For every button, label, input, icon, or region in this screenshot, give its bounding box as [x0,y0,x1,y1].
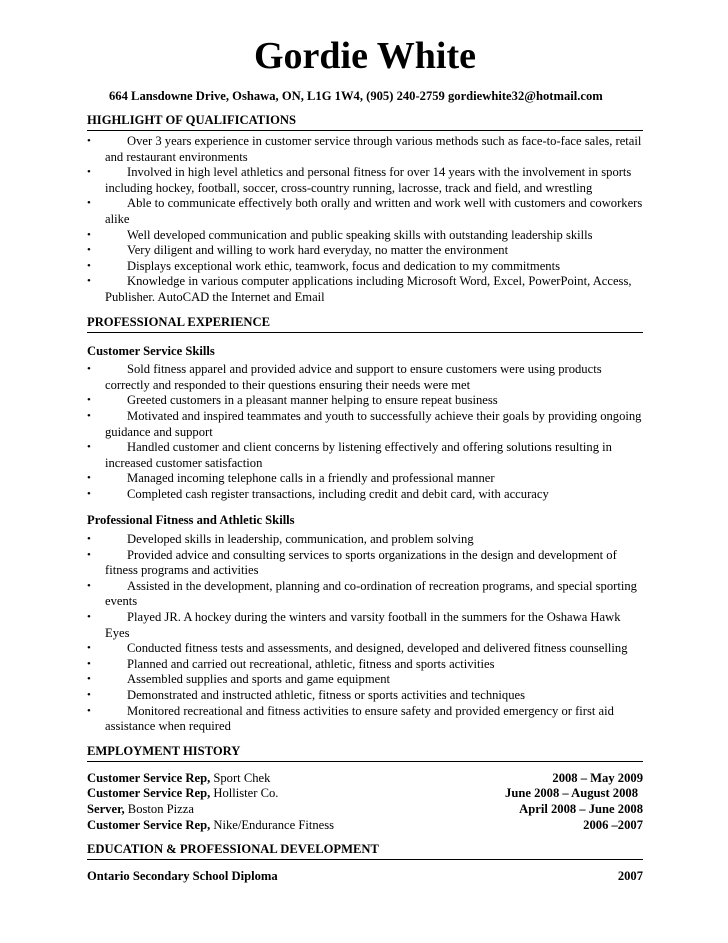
bullet-item [87,610,643,641]
bullet-icon: • [87,689,91,701]
fitness-list [87,532,643,735]
bullet-text: Over 3 years experience in customer service through various methods such as face-to-face sales, retail and restaurant environments [105,134,642,164]
candidate-name: Gordie White [253,35,476,77]
job-dates: 2006 –2007 [583,817,643,832]
bullet-item [87,274,643,305]
bullet-text: Handled customer and client concerns by listening effectively and offering solutions resulting in increased customer satisfaction [105,440,612,470]
bullet-item [87,532,643,548]
bullet-item [87,165,643,196]
customer-service-subheading: Customer Service Skills [87,343,215,358]
job-title: Customer Service Rep, [87,817,211,832]
employment-heading: EMPLOYMENT HISTORY [87,744,643,762]
bullet-item [87,259,643,275]
contact-line: 664 Lansdowne Drive, Oshawa, ON, L1G 1W4, (905) 240-2759 gordiewhite32@hotmail.com [109,89,603,103]
bullet-icon: • [87,197,91,210]
bullet-icon: • [87,135,91,147]
education-year: 2007 [617,869,643,884]
bullet-text: Played JR. A hockey during the winters and varsity football in the summers for the Oshawa Hawk Eyes [105,610,621,640]
bullet-item [87,440,643,471]
bullet-icon: • [87,673,91,686]
job-title: Customer Service Rep, [87,770,211,785]
bullet-item [87,641,643,657]
education-heading: EDUCATION & PROFESSIONAL DEVELOPMENT [87,842,643,860]
job-employer: Nike/Endurance Fitness [210,817,335,832]
customer-service-list [87,362,643,502]
bullet-icon: • [87,228,91,241]
bullet-item [87,579,643,610]
bullet-text: Sold fitness apparel and provided advice and support to ensure customers were using products correctly and responded to their questions ensuring their needs were met [105,362,602,392]
bullet-item [87,243,643,259]
bullet-icon: • [87,441,91,454]
employment-row [87,771,643,787]
bullet-item [87,688,643,704]
bullet-item [87,704,643,735]
bullet-icon: • [87,244,91,257]
bullet-text: Assisted in the development, planning and co-ordination of recreation programs, and special sporting events [105,578,637,609]
bullet-text: Able to communicate effectively both orally and written and work well with customers and coworkers alike [105,196,643,226]
job-employer: Hollister Co. [210,786,279,801]
education-row [87,869,643,885]
education-title: Ontario Secondary School Diploma [87,869,278,884]
employment-row [87,802,643,818]
job-employer: Sport Chek [210,770,271,785]
bullet-icon: • [87,409,91,422]
bullet-icon: • [87,275,91,288]
bullet-icon: • [87,611,91,624]
bullet-item [87,487,643,503]
bullet-text: Monitored recreational and fitness activities to ensure safety and provided emergency or first aid assistance when required [105,703,614,734]
bullet-text: Involved in high level athletics and personal fitness for over 14 years with the involvement in sports including hockey, football, soccer, cross-country running, lacrosse, track and field, and wrestling [105,165,632,195]
bullet-icon: • [87,259,91,272]
bullet-icon: • [87,548,91,561]
bullet-item [87,228,643,244]
bullet-text: Managed incoming telephone calls in a friendly and professional manner [127,471,495,486]
bullet-item [87,362,643,393]
bullet-item [87,471,643,487]
bullet-text: Well developed communication and public speaking skills with outstanding leadership skills [127,227,593,242]
bullet-icon: • [87,533,91,546]
job-title: Server, [87,801,125,816]
job-dates: June 2008 – August 2008 [505,786,638,801]
employment-row [87,786,643,802]
job-employer: Boston Pizza [124,801,194,816]
bullet-text: Knowledge in various computer applications including Microsoft Word, Excel, PowerPoint, Access, Publisher. AutoCAD the Internet and Email [105,274,632,304]
bullet-item [87,672,643,688]
bullet-icon: • [87,487,91,500]
bullet-text: Very diligent and willing to work hard everyday, no matter the environment [127,243,509,258]
bullet-icon: • [87,657,91,670]
fitness-subheading: Professional Fitness and Athletic Skills [87,513,295,528]
job-title: Customer Service Rep, [87,786,211,801]
bullet-text: Greeted customers in a pleasant manner helping to ensure repeat business [127,393,498,408]
bullet-item [87,196,643,227]
resume-page [87,0,643,885]
bullet-text: Motivated and inspired teammates and youth to successfully achieve their goals by providing ongoing guidance and support [105,408,642,439]
bullet-text: Demonstrated and instructed athletic, fitness or sports activities and techniques [127,688,525,702]
bullet-text: Completed cash register transactions, including credit and debit card, with accuracy [127,486,549,501]
bullet-item [87,134,643,165]
bullet-icon: • [87,166,91,179]
employment-row [87,818,643,834]
experience-heading: PROFESSIONAL EXPERIENCE [87,315,643,333]
bullet-icon: • [87,642,91,655]
bullet-icon: • [87,394,91,407]
bullet-item [87,548,643,579]
bullet-icon: • [87,363,91,376]
bullet-item [87,409,643,440]
bullet-icon: • [87,579,91,592]
bullet-text: Conducted fitness tests and assessments, and designed, developed and delivered fitness counselling [127,641,628,656]
job-dates: April 2008 – June 2008 [519,801,643,816]
bullet-text: Displays exceptional work ethic, teamwork, focus and dedication to my commitments [127,258,560,273]
bullet-icon: • [87,472,91,485]
bullet-text: Provided advice and consulting services to sports organizations in the design and development of fitness programs and activities [105,547,617,578]
qualifications-list [87,134,643,306]
bullet-icon: • [87,704,91,717]
bullet-item [87,393,643,409]
bullet-text: Planned and carried out recreational, athletic, fitness and sports activities [127,656,495,671]
job-dates: 2008 – May 2009 [552,770,643,785]
bullet-text: Developed skills in leadership, communication, and problem solving [127,532,474,547]
qualifications-heading: HIGHLIGHT OF QUALIFICATIONS [87,113,643,131]
bullet-text: Assembled supplies and sports and game equipment [127,672,391,687]
employment-list [87,771,643,833]
bullet-item [87,657,643,673]
